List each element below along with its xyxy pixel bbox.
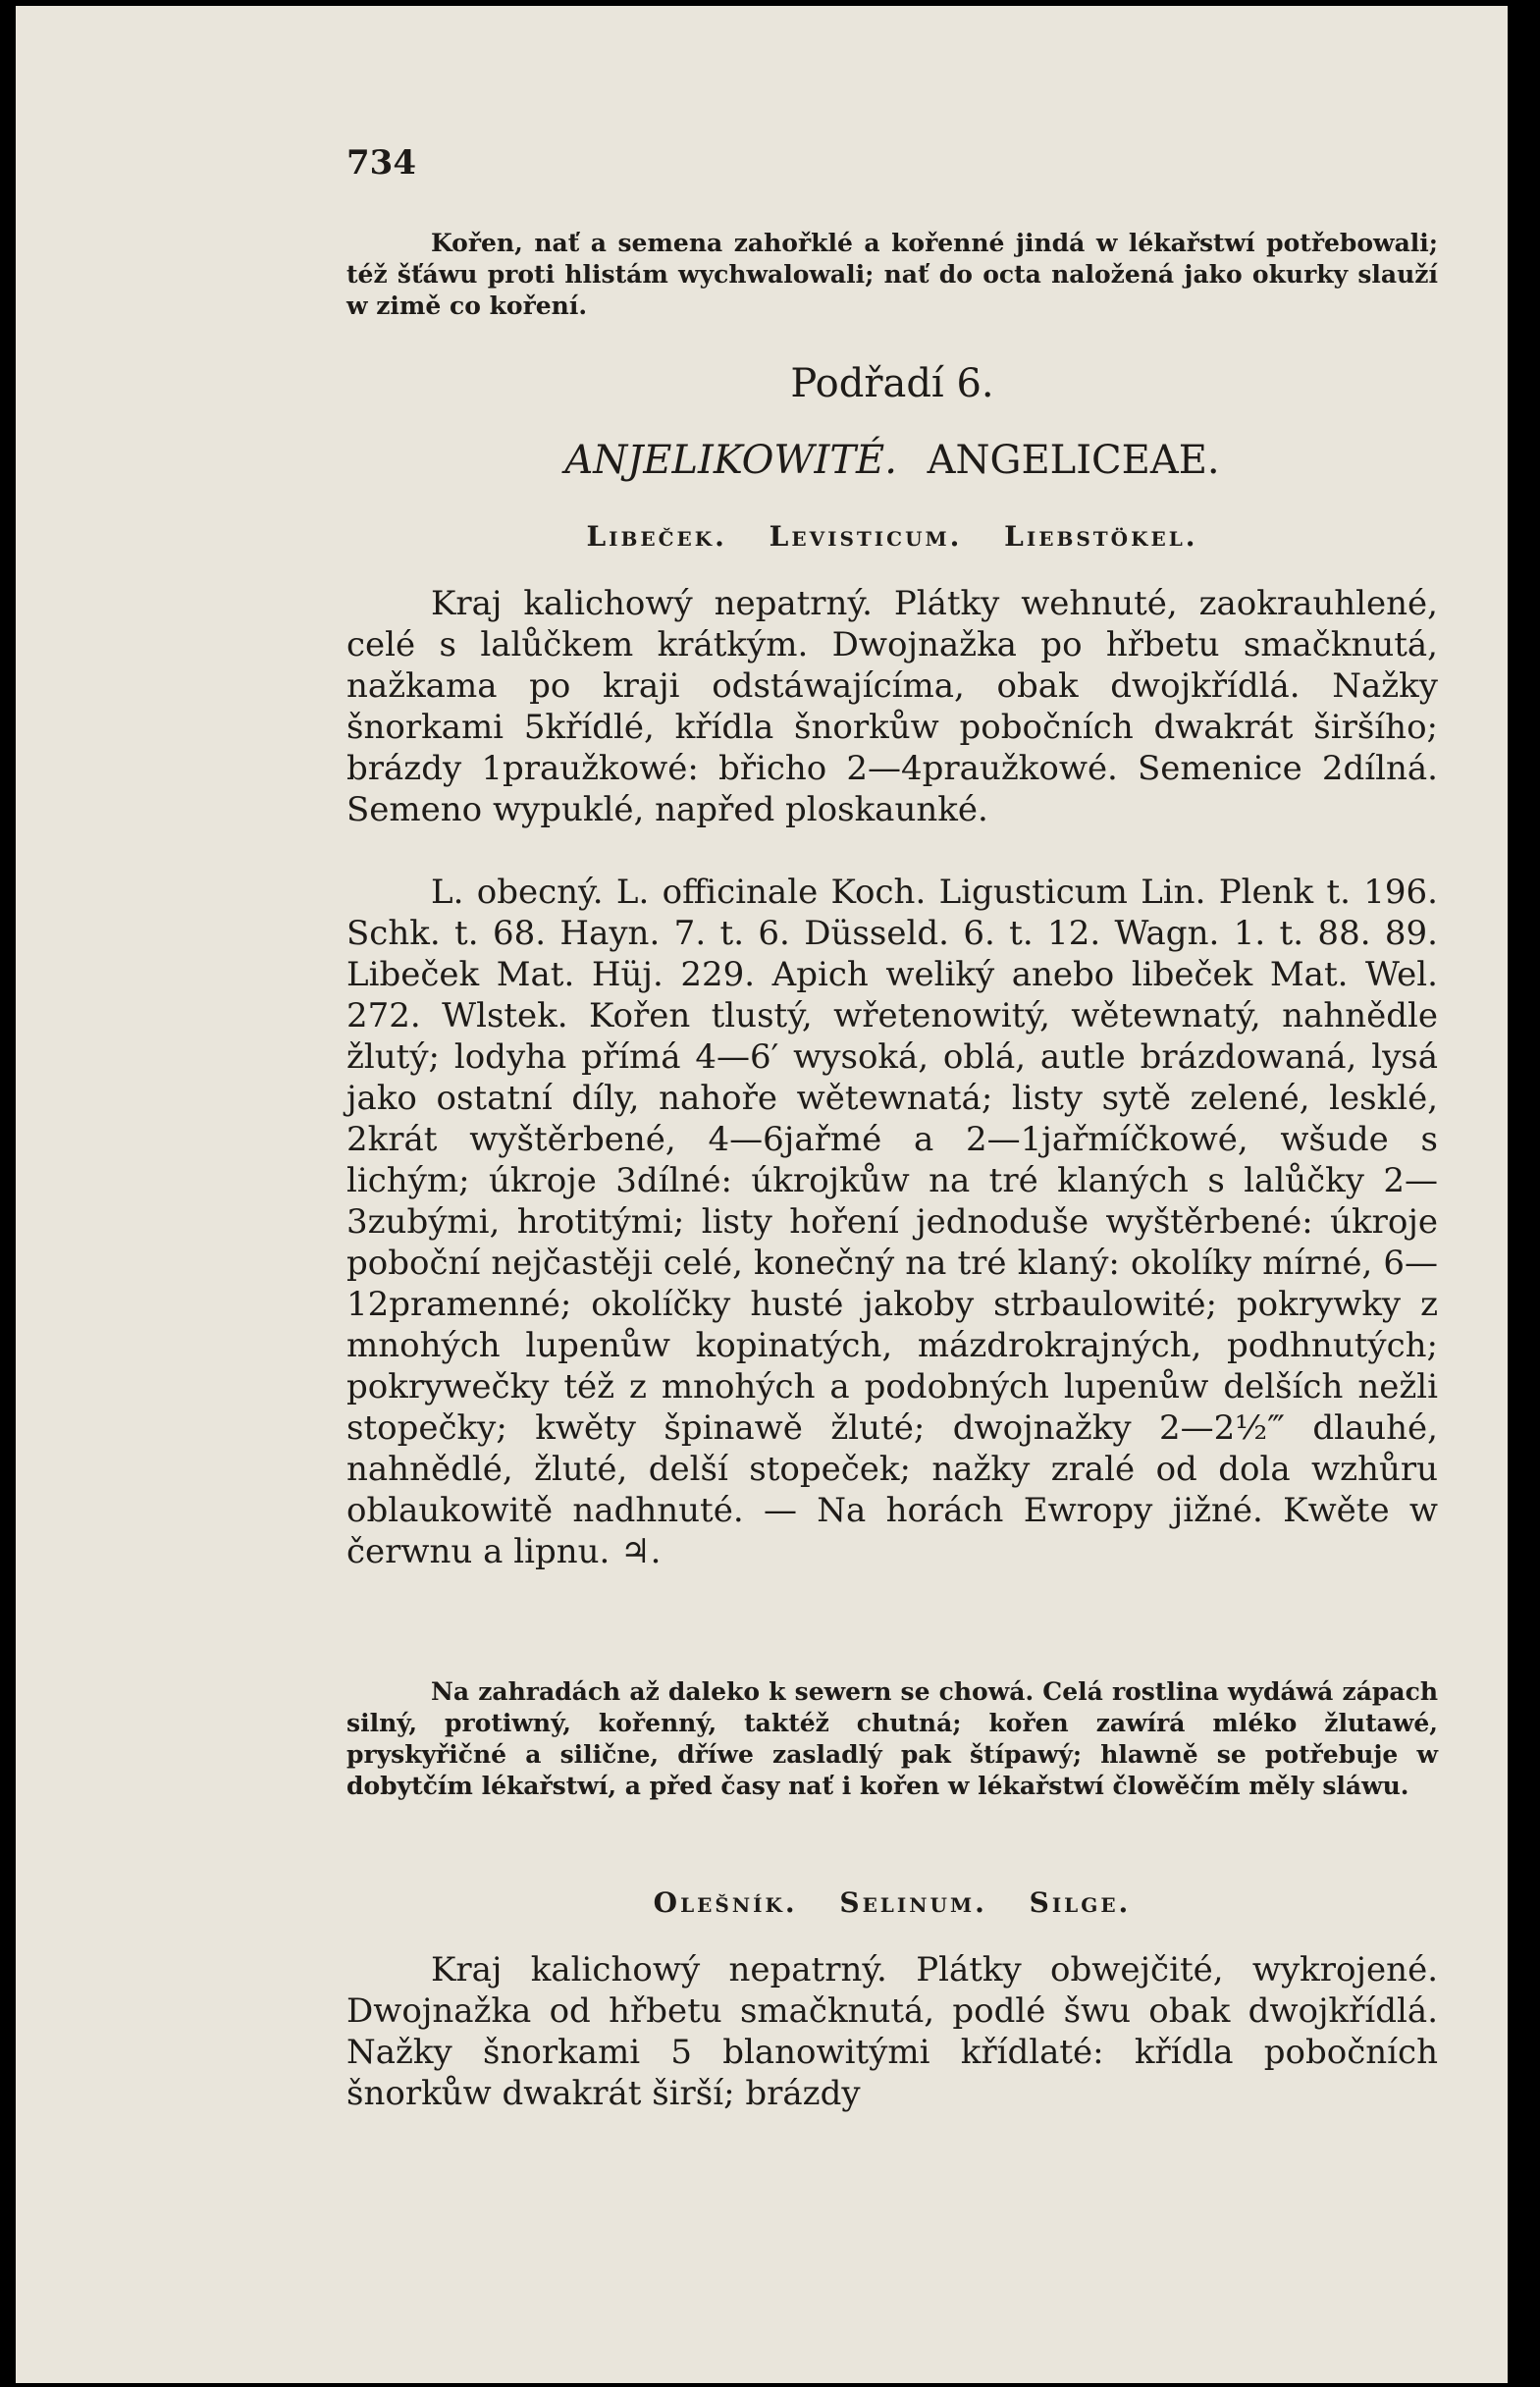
suborder-heading: Podřadí 6. (790, 361, 994, 406)
page-number: 734 (346, 143, 416, 183)
genus-description: Kraj kalichowý nepatrný. Plátky wehnuté, zaokrauhlené, celé s lalůčkem krátkým. Dwojnažka po hřbetu smačknutá, nažkama po kraji odstáwajícíma, obak dwojkřídlá. Nažky šnorkami 5křídlé, křídla šnorkůw pobočních dwakrát širšího; brázdy 1praužkowé: břicho 2—4praužkowé. Semenice 2dílná. Semeno wypuklé, napřed ploskaunké. (346, 584, 1438, 829)
family-latin: ANGELICEAE. (927, 438, 1220, 483)
genus-heading-levisticum (346, 520, 1438, 553)
genus-czech: Olešník. (653, 1886, 798, 1919)
species-description: L. obecný. L. officinale Koch. Ligusticum Lin. Plenk t. 196. Schk. t. 68. Hayn. 7. t. 6. Düsseld. 6. t. 12. Wagn. 1. t. 88. 89. Libeček Mat. Hüj. 229. Apich weliký anebo libeček Mat. Wel. 272. Wlstek. Kořen tlustý, wřetenowitý, wětewnatý, nahnědle žlutý; lodyha přímá 4—6′ wysoká, oblá, autle brázdowaná, lysá jako ostatní díly, nahoře wětewnatá; listy sytě zelené, lesklé, 2krát wyštěrbené, 4—6jařmé a 2—1jařmíčkowé, wšude s lichým; úkroje 3dílné: úkrojkůw na tré klaných s lalůčky 2—3zubými, hrotitými; listy hoření jednoduše wyštěrbené: úkroje poboční nejčastěji celé, konečný na tré klaný: okolíky mírné, 6—12pramenné; okolíčky husté jakoby strbaulowité; pokrywky z mnohých lupenůw kopinatých, mázdrokrajných, podhnutých; pokrywečky též z mnohých a podobných lupenůw delších nežli stopečky; kwěty špinawě žluté; dwojnažky 2—2½‴ dlauhé, nahnědlé, žluté, delší stopeček; nažky zralé od dola wzhůru oblaukowitě nadhnuté. — Na horách Ewropy jižné. Kwěte w čerwnu a lipnu. ♃. (346, 873, 1438, 1571)
family-heading (346, 438, 1438, 483)
genus-german: Liebstökel. (1004, 520, 1198, 553)
genus-german: Silge. (1029, 1886, 1132, 1919)
cultivation-note: Na zahradách až daleko k sewern se chowá. Celá rostlina wydáwá zápach silný, protiwný, kořenný, taktéž chutná; kořen zawírá mléko žlutawé, pryskyřičné a silične, dříwe zasladlý pak štípawý; hlawně se potřebuje w dobytčím lékařstwí, a před časy nať i kořen w lékařstwí člowěčím měly sláwu. (346, 1677, 1438, 1800)
genus-czech: Libeček. (586, 520, 727, 553)
family-czech: ANJELIKOWITÉ. (564, 438, 897, 483)
book-page (16, 6, 1508, 2383)
genus-description: Kraj kalichowý nepatrný. Plátky obwejčité, wykrojené. Dwojnažka od hřbetu smačknutá, podlé šwu obak dwojkřídlá. Nažky šnorkami 5 blanowitými křídlaté: křídla pobočních šnorkůw dwakrát širší; brázdy (346, 1950, 1438, 2113)
genus-latin: Levisticum. (769, 520, 963, 553)
genus-heading-selinum (346, 1886, 1438, 1919)
intro-paragraph: Kořen, nať a semena zahořklé a kořenné jindá w lékařstwí potřebowali; též šťáwu proti hlistám wychwalowali; nať do octa naložená jako okurky slauží w zimě co koření. (346, 229, 1438, 320)
genus-latin: Selinum. (839, 1886, 987, 1919)
